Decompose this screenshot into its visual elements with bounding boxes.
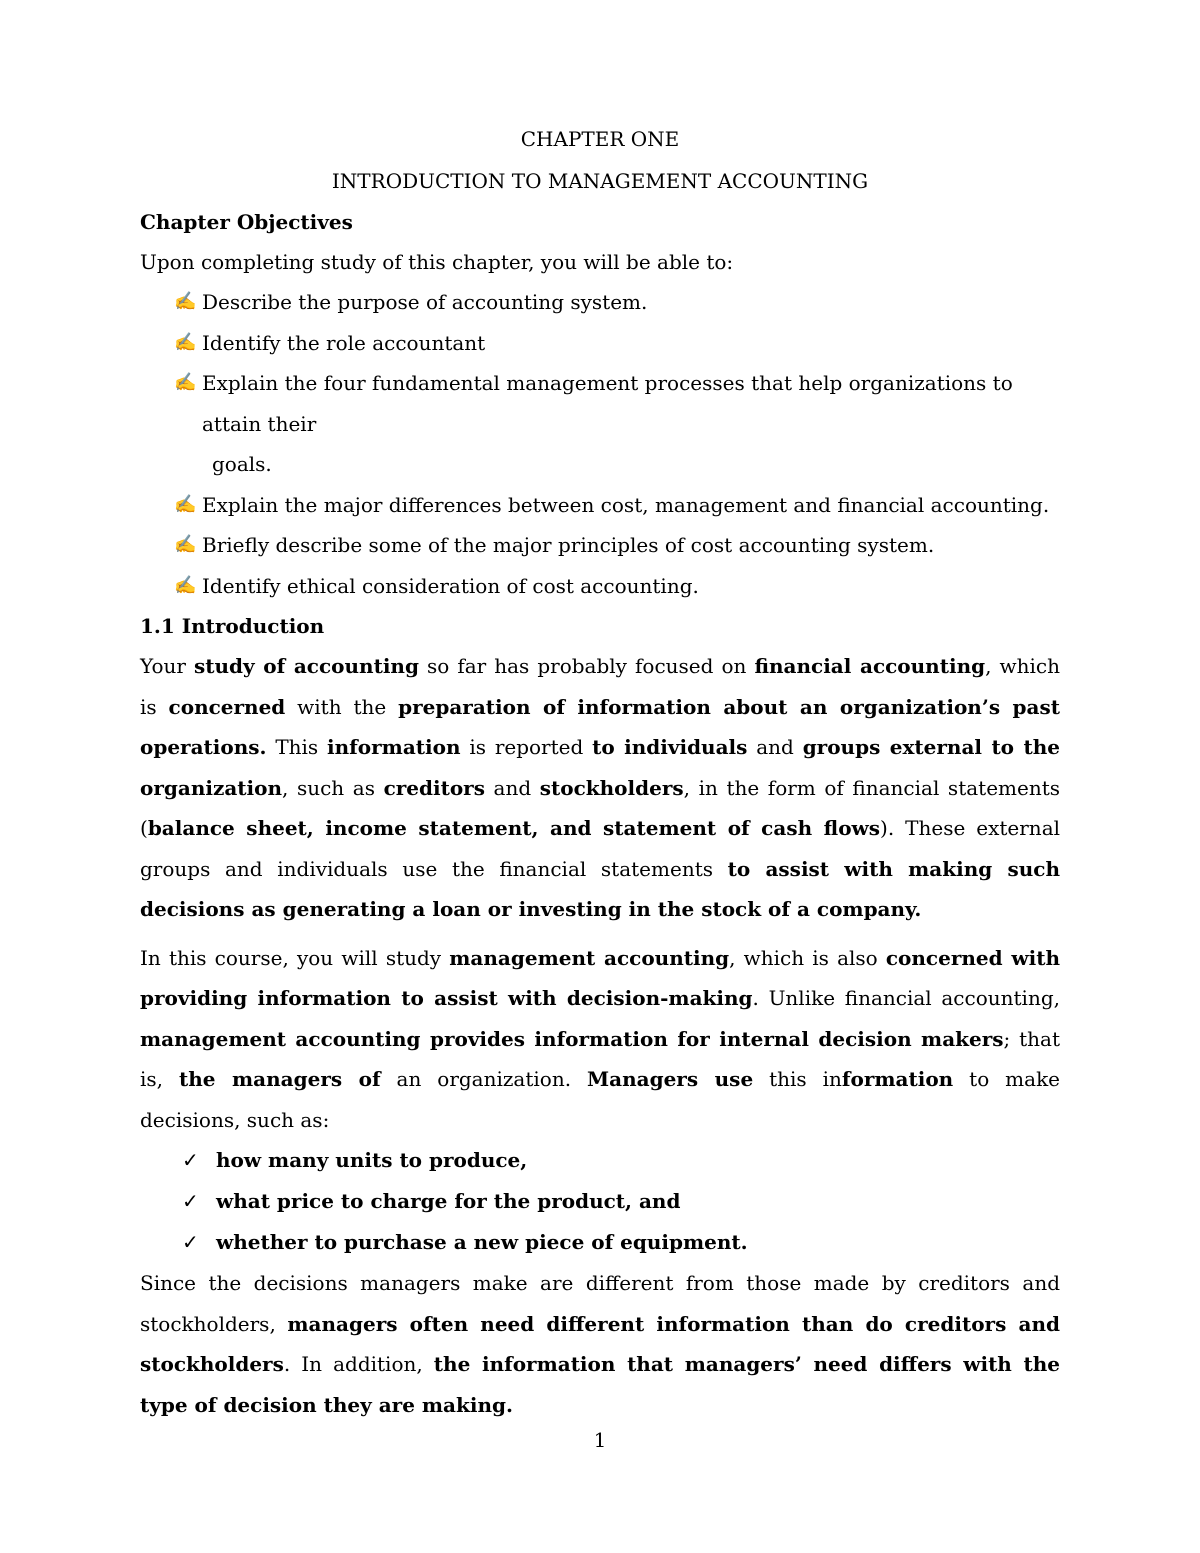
objective-text: Identify ethical consideration of cost accounting. (202, 573, 699, 598)
page-number: 1 (593, 1428, 607, 1452)
text-run: , in the form of financial statements ( (140, 775, 1061, 840)
objectives-intro: Upon completing study of this chapter, you will be able to: (140, 250, 734, 274)
bold-run: creditors (383, 775, 485, 800)
writing-hand-icon: ✍ (174, 372, 197, 393)
text-run: This (266, 735, 328, 759)
writing-hand-icon: ✍ (174, 291, 197, 312)
text-run: and (747, 735, 803, 759)
bold-run: Managers use (587, 1067, 754, 1091)
objective-text: Identify the role accountant (202, 330, 486, 355)
bold-run: to assist with making such decisions as generating a loan or investing in the stock of a company. (140, 856, 1060, 921)
decision-example-text: what price to charge for the product, and (216, 1189, 681, 1213)
bold-run: the information that managers’ need differs with the type of decision they are making. (140, 1352, 1061, 1417)
text-run: ). These external groups and individuals use the financial statements (140, 816, 1061, 881)
section-heading: 1.1 Introduction (140, 614, 325, 638)
writing-hand-icon: ✍ (174, 331, 197, 353)
text-run: so far has probably focused on (418, 654, 755, 678)
bold-run: formation (841, 1067, 954, 1091)
decision-example-text: whether to purchase a new piece of equipment. (216, 1230, 748, 1254)
text-run: ; that is, (140, 1026, 1060, 1091)
text-run: and (484, 775, 540, 800)
bold-run: information (327, 735, 461, 759)
writing-hand-icon: ✍ (174, 493, 197, 515)
objective-text: Explain the major differences between cost, management and financial accounting. (202, 492, 1050, 517)
objective-item (174, 323, 1060, 364)
objective-item (174, 282, 1060, 323)
decision-example-item (182, 1140, 1060, 1181)
document-page (140, 118, 1060, 1425)
text-run: an organization. (380, 1067, 587, 1091)
bold-run: concerned with providing information to assist with decision-making (140, 945, 1060, 1010)
decision-examples-list (140, 1140, 1060, 1263)
text-run: . Unlike financial accounting, (752, 986, 1060, 1010)
decision-example-text: how many units to produce, (216, 1148, 528, 1172)
chapter-title: INTRODUCTION TO MANAGEMENT ACCOUNTING (331, 169, 869, 193)
objective-text: Describe the purpose of accounting system. (202, 290, 648, 314)
intro-paragraph-1 (140, 646, 1060, 930)
bold-run: management accounting provides information for internal decision makers (140, 1026, 1004, 1051)
writing-hand-icon: ✍ (174, 534, 197, 555)
checkmark-icon: ✓ (182, 1189, 199, 1213)
text-run: Your (140, 654, 194, 678)
bold-run: managers often need different information than do creditors and stockholders (140, 1311, 1060, 1376)
bold-run: preparation of information about an organization’s past operations. (140, 694, 1060, 759)
decision-example-item (182, 1181, 1060, 1222)
bold-run: to individuals (592, 735, 748, 759)
objective-text: Explain the four fundamental management processes that help organizations to attain their (202, 371, 1013, 436)
objectives-heading: Chapter Objectives (140, 210, 353, 234)
text-run: with the (285, 694, 399, 719)
bold-run: balance sheet, income statement, and statement of cash flows (147, 816, 881, 840)
checkmark-icon: ✓ (182, 1148, 199, 1172)
objective-item (174, 525, 1060, 566)
bold-run: study of accounting (193, 654, 419, 678)
text-run: , which is also (729, 945, 886, 970)
text-run: this in (753, 1067, 842, 1091)
text-run: . In addition, (283, 1352, 434, 1376)
bold-run: concerned (168, 694, 286, 719)
objective-text: Briefly describe some of the major principles of cost accounting system. (202, 533, 935, 557)
objective-item (174, 363, 1060, 485)
objective-item (174, 485, 1060, 526)
objective-item (174, 566, 1060, 607)
objectives-list (140, 282, 1060, 606)
checkmark-icon: ✓ (182, 1230, 199, 1254)
intro-paragraph-2 (140, 938, 1060, 1141)
bold-run: stockholders (539, 775, 684, 800)
text-run: In this course, you will study (140, 945, 450, 970)
writing-hand-icon: ✍ (174, 574, 197, 596)
text-run: Since the decisions managers make are different from those made by creditors and stockholders, (140, 1271, 1060, 1336)
text-run: , such as (282, 775, 384, 800)
decision-example-item (182, 1222, 1060, 1263)
intro-paragraph-3 (140, 1263, 1060, 1425)
text-run: is reported (460, 735, 593, 759)
chapter-label: CHAPTER ONE (520, 127, 680, 151)
bold-run: groups external to the organization (140, 735, 1060, 800)
objective-text-continuation: goals. (212, 452, 272, 476)
text-run: , which is (140, 654, 1060, 719)
bold-run: financial accounting (754, 654, 986, 678)
bold-run: management accounting (449, 945, 730, 970)
bold-run: the managers of (178, 1067, 381, 1091)
text-run: to make decisions, such as: (140, 1067, 1061, 1132)
